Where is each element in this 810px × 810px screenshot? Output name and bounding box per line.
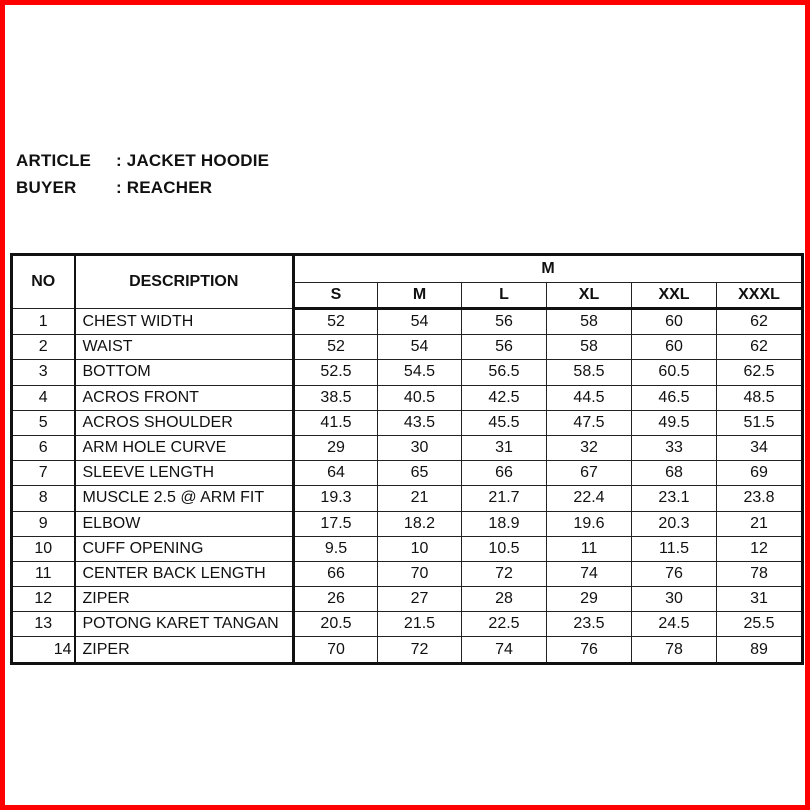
- row-number: 2: [12, 335, 75, 360]
- row-description: ACROS SHOULDER: [75, 410, 294, 435]
- measurement-cell: 56: [462, 309, 547, 335]
- measurement-cell: 78: [632, 637, 717, 663]
- measurement-cell: 56: [462, 335, 547, 360]
- measurement-cell: 29: [294, 435, 378, 460]
- measurement-cell: 18.9: [462, 511, 547, 536]
- measurement-cell: 11: [547, 536, 632, 561]
- row-number: 1: [12, 309, 75, 335]
- row-number: 8: [12, 486, 75, 511]
- header-size-xxl: XXL: [632, 283, 717, 309]
- row-number: 7: [12, 461, 75, 486]
- measurement-cell: 10.5: [462, 536, 547, 561]
- measurement-cell: 40.5: [378, 385, 462, 410]
- measurement-cell: 58: [547, 309, 632, 335]
- table-row: [12, 335, 803, 360]
- table-row: [12, 511, 803, 536]
- measurement-cell: 20.5: [294, 612, 378, 637]
- header-no: NO: [12, 255, 75, 309]
- measurement-cell: 31: [462, 435, 547, 460]
- row-number: 4: [12, 385, 75, 410]
- measurement-cell: 29: [547, 587, 632, 612]
- measurement-cell: 43.5: [378, 410, 462, 435]
- article-label: ARTICLE: [16, 151, 92, 170]
- measurement-cell: 72: [378, 637, 462, 663]
- measurement-cell: 60: [632, 309, 717, 335]
- measurement-cell: 51.5: [717, 410, 803, 435]
- measurement-cell: 78: [717, 561, 803, 586]
- measurement-cell: 34: [717, 435, 803, 460]
- measurement-cell: 76: [547, 637, 632, 663]
- measurement-cell: 74: [462, 637, 547, 663]
- measurement-cell: 76: [632, 561, 717, 586]
- table-row: [12, 385, 803, 410]
- row-description: BOTTOM: [75, 360, 294, 385]
- size-spec-table: [10, 253, 804, 665]
- measurement-cell: 42.5: [462, 385, 547, 410]
- measurement-cell: 52: [294, 335, 378, 360]
- header-size-group: M: [294, 255, 803, 283]
- row-description: CUFF OPENING: [75, 536, 294, 561]
- row-description: MUSCLE 2.5 @ ARM FIT: [75, 486, 294, 511]
- header-size-l: L: [462, 283, 547, 309]
- measurement-cell: 22.5: [462, 612, 547, 637]
- row-number: 14: [12, 637, 75, 663]
- row-description: SLEEVE LENGTH: [75, 461, 294, 486]
- measurement-cell: 23.5: [547, 612, 632, 637]
- measurement-cell: 38.5: [294, 385, 378, 410]
- table-row: [12, 309, 803, 335]
- measurement-cell: 10: [378, 536, 462, 561]
- measurement-cell: 44.5: [547, 385, 632, 410]
- measurement-cell: 32: [547, 435, 632, 460]
- row-description: CENTER BACK LENGTH: [75, 561, 294, 586]
- measurement-cell: 19.3: [294, 486, 378, 511]
- measurement-cell: 41.5: [294, 410, 378, 435]
- measurement-cell: 69: [717, 461, 803, 486]
- measurement-cell: 17.5: [294, 511, 378, 536]
- row-description: CHEST WIDTH: [75, 309, 294, 335]
- table-row: [12, 536, 803, 561]
- measurement-cell: 56.5: [462, 360, 547, 385]
- measurement-cell: 48.5: [717, 385, 803, 410]
- measurement-cell: 21.5: [378, 612, 462, 637]
- measurement-cell: 47.5: [547, 410, 632, 435]
- measurement-cell: 62: [717, 335, 803, 360]
- measurement-cell: 25.5: [717, 612, 803, 637]
- measurement-cell: 58: [547, 335, 632, 360]
- measurement-cell: 68: [632, 461, 717, 486]
- measurement-cell: 20.3: [632, 511, 717, 536]
- article-line: [16, 151, 269, 171]
- row-description: ACROS FRONT: [75, 385, 294, 410]
- table-row: [12, 612, 803, 637]
- measurement-cell: 66: [294, 561, 378, 586]
- row-description: ARM HOLE CURVE: [75, 435, 294, 460]
- measurement-cell: 46.5: [632, 385, 717, 410]
- buyer-line: [16, 178, 212, 198]
- row-number: 9: [12, 511, 75, 536]
- measurement-cell: 60.5: [632, 360, 717, 385]
- measurement-cell: 62: [717, 309, 803, 335]
- measurement-cell: 21.7: [462, 486, 547, 511]
- measurement-cell: 54.5: [378, 360, 462, 385]
- row-description: POTONG KARET TANGAN: [75, 612, 294, 637]
- row-number: 6: [12, 435, 75, 460]
- measurement-cell: 74: [547, 561, 632, 586]
- header-size-xl: XL: [547, 283, 632, 309]
- measurement-cell: 30: [632, 587, 717, 612]
- buyer-label: BUYER: [16, 178, 77, 197]
- measurement-cell: 27: [378, 587, 462, 612]
- measurement-cell: 49.5: [632, 410, 717, 435]
- measurement-cell: 58.5: [547, 360, 632, 385]
- measurement-cell: 33: [632, 435, 717, 460]
- table-row: [12, 486, 803, 511]
- measurement-cell: 70: [378, 561, 462, 586]
- table-row: [12, 435, 803, 460]
- measurement-cell: 54: [378, 309, 462, 335]
- measurement-cell: 52.5: [294, 360, 378, 385]
- row-description: ZIPER: [75, 637, 294, 663]
- row-number: 12: [12, 587, 75, 612]
- measurement-cell: 21: [717, 511, 803, 536]
- measurement-cell: 52: [294, 309, 378, 335]
- row-description: ELBOW: [75, 511, 294, 536]
- row-number: 10: [12, 536, 75, 561]
- measurement-cell: 65: [378, 461, 462, 486]
- measurement-cell: 60: [632, 335, 717, 360]
- table-row: [12, 637, 803, 663]
- measurement-cell: 9.5: [294, 536, 378, 561]
- measurement-cell: 12: [717, 536, 803, 561]
- table-row: [12, 410, 803, 435]
- measurement-cell: 62.5: [717, 360, 803, 385]
- row-number: 3: [12, 360, 75, 385]
- measurement-cell: 19.6: [547, 511, 632, 536]
- header-size-s: S: [294, 283, 378, 309]
- measurement-cell: 66: [462, 461, 547, 486]
- measurement-cell: 28: [462, 587, 547, 612]
- measurement-cell: 24.5: [632, 612, 717, 637]
- measurement-cell: 26: [294, 587, 378, 612]
- measurement-cell: 21: [378, 486, 462, 511]
- row-number: 5: [12, 410, 75, 435]
- measurement-cell: 45.5: [462, 410, 547, 435]
- measurement-cell: 23.1: [632, 486, 717, 511]
- header-size-xxxl: XXXL: [717, 283, 803, 309]
- table-row: [12, 561, 803, 586]
- measurement-cell: 89: [717, 637, 803, 663]
- measurement-cell: 22.4: [547, 486, 632, 511]
- row-number: 11: [12, 561, 75, 586]
- measurement-cell: 72: [462, 561, 547, 586]
- measurement-cell: 23.8: [717, 486, 803, 511]
- row-number: 13: [12, 612, 75, 637]
- measurement-cell: 70: [294, 637, 378, 663]
- measurement-cell: 64: [294, 461, 378, 486]
- table-row: [12, 360, 803, 385]
- measurement-cell: 67: [547, 461, 632, 486]
- header-size-m: M: [378, 283, 462, 309]
- header-description: DESCRIPTION: [75, 255, 294, 309]
- measurement-cell: 11.5: [632, 536, 717, 561]
- row-description: WAIST: [75, 335, 294, 360]
- table-row: [12, 461, 803, 486]
- measurement-cell: 30: [378, 435, 462, 460]
- row-description: ZIPER: [75, 587, 294, 612]
- article-value: : JACKET HOODIE: [116, 151, 270, 170]
- table-row: [12, 587, 803, 612]
- measurement-cell: 54: [378, 335, 462, 360]
- measurement-cell: 18.2: [378, 511, 462, 536]
- buyer-value: : REACHER: [116, 178, 213, 197]
- measurement-cell: 31: [717, 587, 803, 612]
